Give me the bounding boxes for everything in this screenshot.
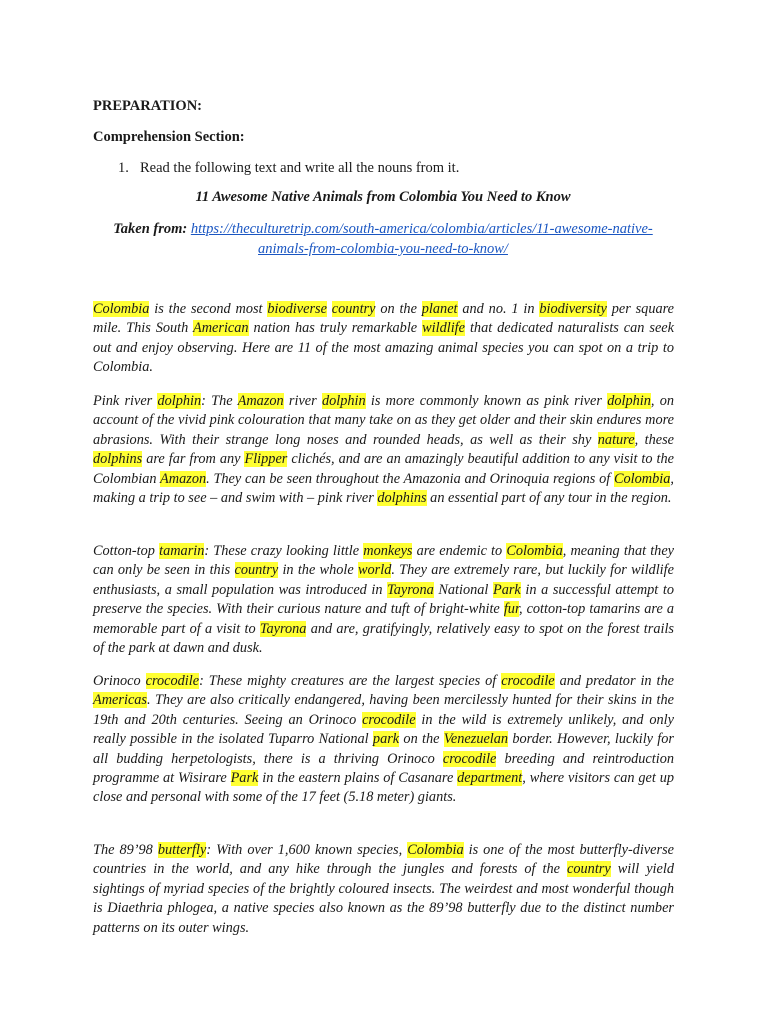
highlighted-noun: Tayrona: [387, 581, 434, 598]
text-run: , meaning that they can only be seen in this: [93, 543, 675, 579]
highlighted-noun: Flipper: [244, 451, 288, 468]
highlighted-noun: Colombia: [407, 842, 464, 858]
text-run: : With over 1,600 known species,: [206, 842, 408, 858]
highlighted-noun: butterfly: [157, 842, 207, 858]
highlighted-noun: crocodile: [501, 673, 555, 689]
highlighted-noun: crocodile: [362, 711, 416, 728]
text-run: in the eastern plains of Casanare: [258, 770, 458, 787]
text-run: Pink river: [93, 393, 158, 409]
text-run: that dedicated naturalists can seek out and enjoy observing. Here are 11 of the most amazing animal species you can spot on a trip to Colombia.: [93, 320, 674, 376]
highlighted-noun: fur: [503, 601, 519, 618]
text-run: . They can be seen throughout the Amazonia and Orinoquia regions of: [206, 470, 614, 487]
text-run: nation has truly remarkable: [248, 320, 423, 337]
highlighted-noun: Americas: [93, 692, 147, 709]
text-run: on the: [399, 731, 444, 748]
paragraph-orinoco-crocodile: [93, 672, 674, 808]
highlighted-noun: dolphin: [321, 393, 366, 409]
source-link[interactable]: https://theculturetrip.com/south-america/colombia/articles/11-awesome-native-animals-from-colombia-you-need-to-know/: [190, 221, 653, 257]
text-run: and are, gratifyingly, relatively easy to spot on the forest trails of the park at dawn and dusk.: [93, 620, 674, 657]
highlighted-noun: Venezuelan: [443, 731, 509, 748]
highlighted-noun: Amazon: [237, 393, 284, 409]
highlighted-noun: dolphin: [157, 393, 202, 409]
paragraph-intro: [93, 300, 674, 378]
highlighted-noun: American: [192, 320, 249, 337]
text-run: are endemic to: [412, 543, 507, 559]
paragraph-cotton-top-tamarin: [93, 542, 674, 658]
highlighted-noun: dolphin: [607, 393, 651, 409]
highlighted-noun: dolphins: [93, 451, 143, 468]
source-line: [93, 219, 673, 259]
highlighted-noun: biodiverse: [267, 301, 327, 317]
text-run: in the wild is extremely unlikely, and only really possible in the isolated Tuparro National: [93, 711, 674, 748]
text-run: , cotton-top tamarins are a memorable part of a visit to: [93, 601, 675, 637]
text-run: . They are extremely rare, but luckily for wildlife enthusiasts, a small population was introduced in: [93, 562, 674, 598]
highlighted-noun: country: [234, 562, 279, 579]
text-run: are far from any: [142, 451, 245, 468]
text-run: border. However, luckily for all budding herpetologists, there is a thriving Orinoco: [93, 731, 674, 767]
paragraph-89-98-butterfly: [93, 841, 674, 938]
text-run: and no. 1 in: [457, 301, 540, 317]
highlighted-noun: Amazon: [160, 470, 207, 487]
text-run: . They are also critically endangered, having been mercilessly hunted for their skins in the 19th and 20th centuries. Seeing an Orinoco: [93, 692, 674, 728]
comprehension-heading: Comprehension Section:: [93, 129, 245, 145]
text-run: : These mighty creatures are the largest species of: [199, 673, 502, 689]
text-run: in a successful attempt to preserve the species. With their curious nature and tuft of bright-white: [93, 581, 674, 618]
highlighted-noun: park: [372, 731, 400, 748]
text-run: : These crazy looking little: [204, 543, 364, 559]
highlighted-noun: Colombia: [93, 301, 150, 317]
paragraph-pink-river-dolphin: [93, 392, 674, 508]
text-run: per square mile. This South: [93, 301, 674, 337]
text-run: , where visitors can get up close and personal with some of the 17 feet (5.18 meter) giants.: [93, 770, 674, 806]
highlighted-noun: wildlife: [422, 320, 466, 337]
preparation-heading: PREPARATION:: [93, 98, 203, 114]
highlighted-noun: Tayrona: [259, 620, 307, 637]
highlighted-noun: planet: [421, 301, 458, 317]
text-run: The 89’98: [93, 842, 158, 858]
highlighted-noun: crocodile: [145, 673, 200, 689]
highlighted-noun: nature: [597, 431, 635, 448]
highlighted-noun: world: [357, 562, 392, 579]
text-run: , on account of the vivid pink colouration that many take on as they get older and their skin endures more abrasions. With their strange long noses and rounded heads, as well as their shy: [93, 393, 674, 448]
text-run: is the second most: [149, 301, 268, 317]
source-label: Taken from:: [113, 221, 188, 237]
text-run: , these: [634, 431, 674, 448]
text-run: Cotton-top: [93, 543, 160, 559]
text-run: in the whole: [278, 562, 358, 579]
highlighted-noun: monkeys: [363, 543, 413, 559]
task-item: [118, 160, 459, 177]
task-number: 1.: [118, 160, 129, 176]
text-run: and predator in the: [554, 673, 674, 689]
text-run: : The: [201, 393, 238, 409]
highlighted-noun: biodiversity: [539, 301, 607, 317]
text-run: Orinoco: [93, 673, 146, 689]
text-run: an essential part of any tour in the region.: [426, 490, 672, 507]
highlighted-noun: Park: [492, 581, 521, 598]
text-run: clichés, and are an amazingly beautiful addition to any visit to the Colombian: [93, 451, 674, 487]
text-run: on the: [375, 301, 422, 317]
text-run: river: [283, 393, 322, 409]
text-run: is more commonly known as pink river: [365, 393, 608, 409]
task-text: Read the following text and write all the nouns from it.: [140, 160, 460, 176]
article-title: 11 Awesome Native Animals from Colombia You Need to Know: [195, 189, 571, 205]
text-run: is one of the most butterfly-diverse countries in the world, and any hike through the jungles and forests of the: [93, 842, 674, 878]
highlighted-noun: Colombia: [506, 543, 563, 559]
highlighted-noun: department: [457, 770, 523, 787]
highlighted-noun: crocodile: [442, 750, 497, 767]
highlighted-noun: dolphins: [377, 490, 427, 507]
highlighted-noun: country: [331, 301, 376, 317]
text-run: breeding and reintroduction programme at Wisirare: [93, 750, 675, 787]
text-run: National: [433, 581, 493, 598]
text-run: will yield sightings of myriad species of the brightly coloured insects. The weirdest and most wonderful though is Diaethria phlogea, a native species also known as the 89’98 butterfly due to the distinct number patterns on its outer wings.: [93, 861, 674, 936]
highlighted-noun: Colombia: [614, 470, 671, 487]
highlighted-noun: country: [567, 861, 611, 878]
highlighted-noun: Park: [230, 770, 259, 787]
highlighted-noun: tamarin: [159, 543, 205, 559]
text-run: , making a trip to see – and swim with – pink river: [93, 470, 674, 507]
